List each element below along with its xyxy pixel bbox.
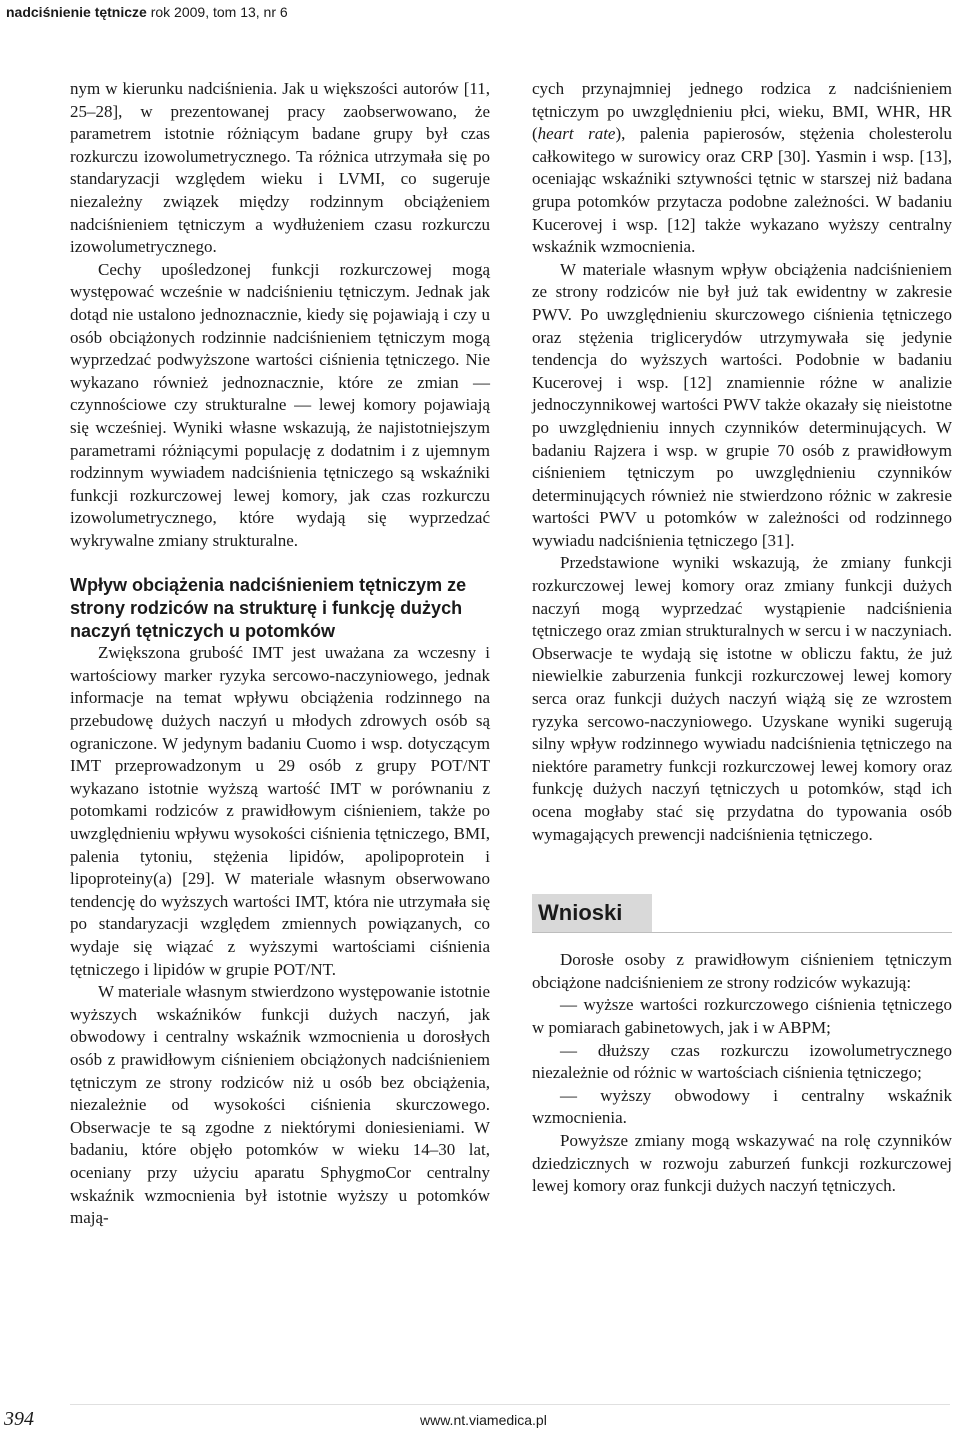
conclusions-heading: Wnioski bbox=[532, 894, 652, 932]
footer-url: www.nt.viamedica.pl bbox=[420, 1412, 547, 1428]
left-column bbox=[70, 78, 490, 1230]
paragraph: Przedstawione wyniki wskazują, że zmiany funkcji rozkurczowej lewej komory oraz zmiany funkcji dużych naczyń mogą wyprzedzać wystąpienie nadciśnienia tętniczego oraz zmian strukturalnych w sercu i w naczyniach. Obserwacje te wydają się istotne w obliczu faktu, że już niewielkie zaburzenia funkcji rozkurczowej lewej komory serca oraz funkcji dużych naczyń wiążą się ze wzrostem ryzyka sercowo-naczyniowego. Uzyskane wyniki sugerują silny wpływ rodzinnego wywiadu nadciśnienia tętniczego na niektóre parametry funkcji rozkurczowej lewej komory oraz funkcję dużych naczyń tętniczych u potomków, stąd ich ocena mogłaby stać się przydatna do typowania osób wymagających prewencji nadciśnienia tętniczego. bbox=[532, 553, 952, 844]
divider bbox=[70, 1404, 950, 1405]
paragraph-text: cych przynajmniej jednego rodzica z nadciśnieniem tętniczym po uwzględnieniu płci, wieku, BMI, WHR, HR ( bbox=[532, 79, 952, 144]
divider bbox=[532, 932, 952, 933]
list-item: — wyższe wartości rozkurczowego ciśnienia tętniczego w pomiarach gabinetowych, jak i w ABPM; bbox=[532, 995, 952, 1037]
right-column bbox=[532, 78, 952, 1198]
page-number: 394 bbox=[4, 1408, 34, 1430]
issue-info: rok 2009, tom 13, nr 6 bbox=[150, 4, 288, 20]
list-item: — dłuższy czas rozkurczu izowolumetrycznego niezależnie od różnic w wartościach ciśnienia tętniczego; bbox=[532, 1040, 952, 1083]
paragraph: nym w kierunku nadciśnienia. Jak u większości autorów [11, 25–28], w prezentowanej pracy zaobserwowano, że parametrem istotnie różniącym badane grupy był czas rozkurczu izowolumetrycznego. Ta różnica utrzymała się po standaryzacji względem wieku i LVMI, co sugeruje niezależny związek między rodzinnym obciążeniem nadciśnieniem tętniczym a wydłużeniem czasu rozkurczu izowolumetrycznego. bbox=[70, 79, 490, 257]
journal-title: nadciśnienie tętnicze bbox=[6, 4, 147, 20]
paragraph-text: ), palenia papierosów, stężenia cholesterolu całkowitego w surowicy oraz CRP [30]. Yasmin i wsp. [13], oceniając wskaźniki sztywności tętnic w starszej niż badana grupa potomków przytacza podobne zależności. W badaniu Kucerovej i wsp. [12] także wykazano wyższy centralny wskaźnik wzmocnienia. bbox=[532, 124, 952, 257]
list-item: — wyższy obwodowy i centralny wskaźnik wzmocnienia. bbox=[532, 1085, 952, 1128]
running-head bbox=[0, 0, 960, 24]
paragraph: W materiale własnym stwierdzono występowanie istotnie wyższych wskaźników funkcji dużych naczyń, jak obwodowy i centralny wskaźnik wzmocnienia u dorosłych osób z prawidłowym ciśnieniem obciążonych nadciśnieniem tętniczym ze strony rodziców niż u osób bez obciążenia, niezależnie od wysokości ciśnienia skurczowego. Obserwacje te są zgodne z niektórymi doniesieniami. W badaniu, które objęło potomków w wieku 14–30 lat, oceniany przy użyciu aparatu SphygmoCor centralny wskaźnik wzmocnienia był istotnie wyższy u potomków mają- bbox=[70, 982, 491, 1228]
section-heading: Wpływ obciążenia nadciśnieniem tętniczym ze strony rodziców na strukturę i funkcję dużych naczyń tętniczych u potomków bbox=[70, 575, 467, 641]
paragraph: Cechy upośledzonej funkcji rozkurczowej mogą występować wcześnie w nadciśnieniu tętniczym. Jednak jak dotąd nie ustalono jednoznacznie, kiedy się pojawiają i czy u osób obciążonych rodzinnie nadciśnieniem tętniczym mogą wyprzedzać podwyższone wartości ciśnienia tętniczego. Nie wykazano również jednoznacznie, które ze zmian — czynnościowe czy strukturalne — lewej komory pojawiają się wcześniej. Wyniki własne wskazują, że najistotniejszym parametrami różniącymi populację z dodatnim i z ujemnym rodzinnym wywiadem nadciśnienia tętniczego są wskaźniki funkcji rozkurczowej lewej komory, jak czas rozkurczu izowolumetrycznego, które wydają się wyprzedzać wykrywalne zmiany strukturalne. bbox=[70, 259, 490, 550]
paragraph: Powyższe zmiany mogą wskazywać na rolę czynników dziedzicznych w rozwoju zaburzeń funkcji rozkurczowej lewej komory oraz funkcji dużych naczyń tętniczych. bbox=[532, 1130, 952, 1196]
italic-term: heart rate bbox=[537, 124, 616, 144]
paragraph bbox=[532, 78, 952, 259]
paragraph: Zwiększona grubość IMT jest uważana za wczesny i wartościowy marker ryzyka sercowo-naczyniowego, jednak informacje na temat wpływu obciążenia rodzinnego na przebudowę dużych naczyń u młodych zdrowych osób są ograniczone. W jedynym badaniu Cuomo i wsp. dotyczącym IMT przeprowadzonym u 29 osób z grupy POT/NT wykazano istotnie wyższą wartość IMT w porównaniu z potomkami rodziców z prawidłowym ciśnieniem, także po uwzględnieniu wpływu wysokości ciśnienia tętniczego, BMI, palenia tytoniu, stężenia lipidów, apolipoprotein i lipoproteiny(a) [29]. W materiale własnym obserwowano tendencję do wyższych wartości IMT, która nie utrzymała się po standaryzacji względem zmiennych powiązanych, co wydaje się wiązać z wyższymi wartościami ciśnienia tętniczego i lipidów w grupie POT/NT. bbox=[70, 643, 490, 979]
paragraph: Dorosłe osoby z prawidłowym ciśnieniem tętniczym obciążone nadciśnieniem ze strony rodziców wykazują: bbox=[532, 950, 952, 992]
paragraph: W materiale własnym wpływ obciążenia nadciśnieniem ze strony rodziców nie był już tak ewidentny w zakresie PWV. Po uwzględnieniu skurczowego ciśnienia tętniczego oraz stężenia triglicerydów utrzymywała się jedynie tendencja do wyższych wartości. Podobnie w badaniu Kucerovej i wsp. [12] znamiennie różne w analizie jednoczynnikowej wartości PWV także okazały się nieistotne po uwzględnieniu innych czynników determinujących. W badaniu Rajzera i wsp. w grupie 70 osób z prawidłowym ciśnieniem tętniczym po uwzględnieniu czynników determinujących również nie stwierdzono różnic w zakresie wartości PWV u potomków w zależności od rodzinnego wywiadu nadciśnienia tętniczego [31]. bbox=[532, 259, 952, 550]
